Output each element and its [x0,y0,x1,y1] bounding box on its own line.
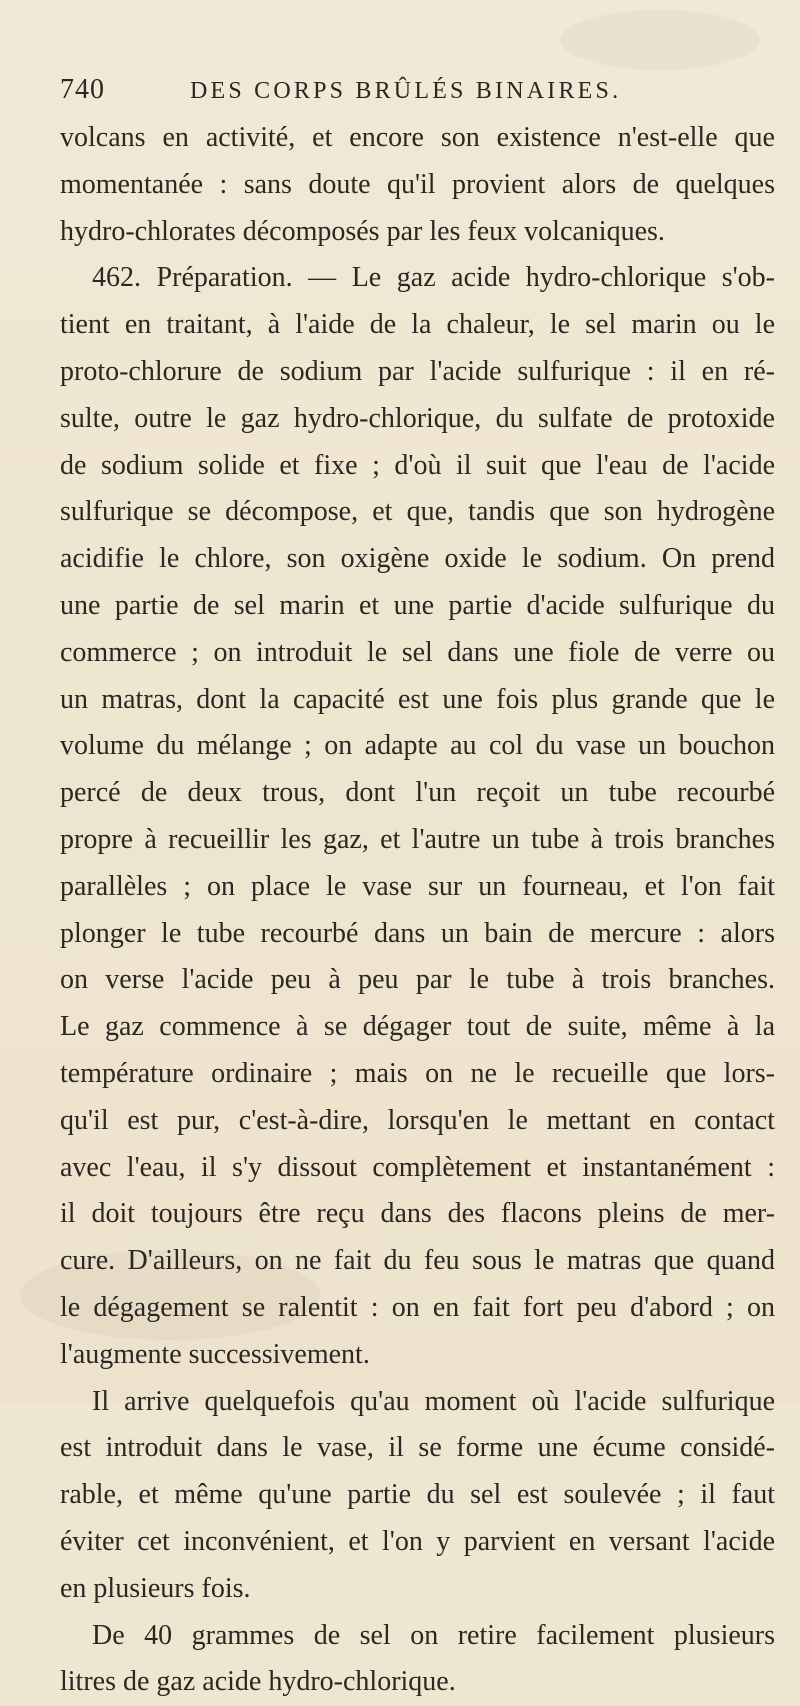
text-line: hydro-chlorates décomposés par les feux volcaniques. [60,215,665,247]
text-line: le dégagement se ralentit : on en fait fort peu d'abord ; on [60,1291,775,1323]
text-line: rable, et même qu'une partie du sel est soulevée ; il faut [60,1479,775,1511]
text-line: sulfurique se décompose, et que, tandis que son hydrogène [60,496,775,528]
text-line: Le gaz commence à se dégager tout de suite, même à la [60,1011,775,1043]
text-line: volcans en activité, et encore son existence n'est-elle que [60,122,775,153]
text-line: volume du mélange ; on adapte au col du vase un bouchon [60,730,775,762]
text-line: en plusieurs fois. [60,1572,251,1604]
text-line: De 40 grammes de sel on retire facilement plusieurs [92,1619,775,1651]
text-line: cure. D'ailleurs, on ne fait du feu sous le matras que quand [60,1245,775,1277]
text-line: acidifie le chlore, son oxigène oxide le sodium. On prend [60,543,775,575]
text-line: température ordinaire ; mais on ne le recueille que lors- [60,1057,775,1089]
text-line: éviter cet inconvénient, et l'on y parvient en versant l'acide [60,1525,775,1557]
text-line: sulte, outre le gaz hydro-chlorique, du sulfate de protoxide [60,402,775,434]
text-line: momentanée : sans doute qu'il provient alors de quelques [60,168,775,200]
page-header [60,74,760,110]
text-line: litres de gaz acide hydro-chlorique. [60,1666,456,1698]
text-line: parallèles ; on place le vase sur un fourneau, et l'on fait [60,870,775,902]
text-line: percé de deux trous, dont l'un reçoit un tube recourbé [60,777,775,809]
text-line: commerce ; on introduit le sel dans une fiole de verre ou [60,636,775,668]
text-line: 462. Préparation. — Le gaz acide hydro-chlorique s'ob- [92,262,775,294]
text-line: tient en traitant, à l'aide de la chaleur, le sel marin ou le [60,309,775,341]
text-line: Il arrive quelquefois qu'au moment où l'acide sulfurique [92,1385,775,1417]
running-head: DES CORPS BRÛLÉS BINAIRES. [190,78,622,104]
text-line: un matras, dont la capacité est une fois plus grande que le [60,683,775,715]
text-line: de sodium solide et fixe ; d'où il suit que l'eau de l'acide [60,449,775,481]
text-line: proto-chlorure de sodium par l'acide sulfurique : il en ré- [60,355,775,387]
body-text [60,115,775,1706]
text-line: on verse l'acide peu à peu par le tube à trois branches. [60,964,775,996]
text-line: plonger le tube recourbé dans un bain de mercure : alors [60,917,775,949]
text-line: il doit toujours être reçu dans des flacons pleins de mer- [60,1198,775,1230]
page-number: 740 [60,74,105,105]
text-line: qu'il est pur, c'est-à-dire, lorsqu'en le mettant en contact [60,1104,775,1136]
text-line: une partie de sel marin et une partie d'acide sulfurique du [60,589,775,621]
text-line: propre à recueillir les gaz, et l'autre un tube à trois branches [60,823,775,855]
text-line: l'augmente successivement. [60,1338,370,1370]
paper-stain [560,10,760,70]
text-line: est introduit dans le vase, il se forme une écume considé- [60,1432,775,1464]
text-line: avec l'eau, il s'y dissout complètement et instantanément : [60,1151,775,1183]
